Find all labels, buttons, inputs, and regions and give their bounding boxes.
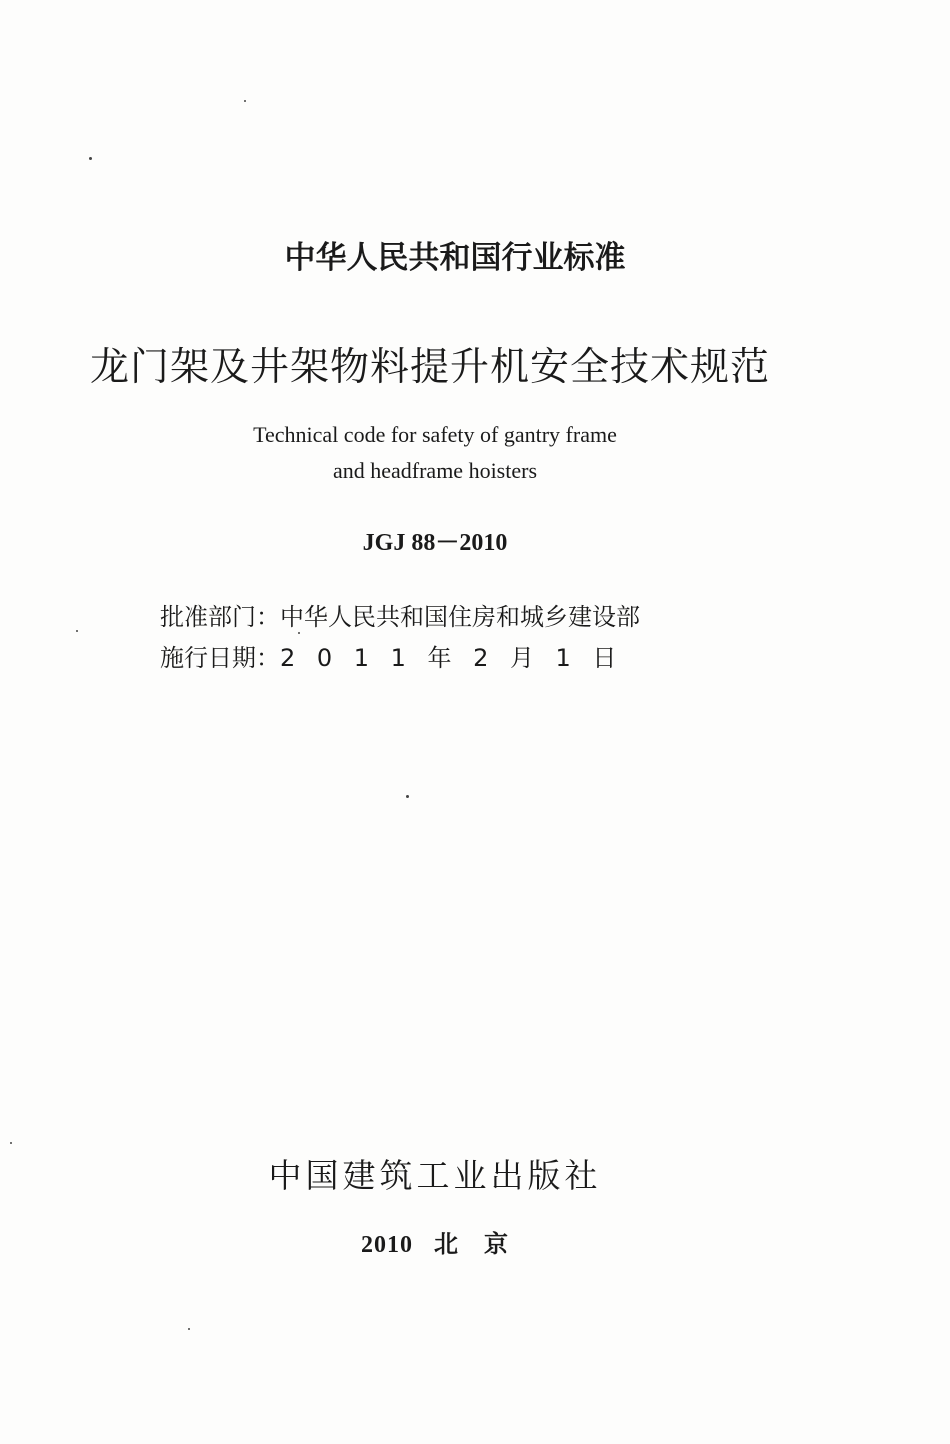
document-title-english-line-1: Technical code for safety of gantry frame (253, 422, 617, 447)
standard-code: JGJ 88－2010 (362, 530, 508, 556)
publication-place-year (0, 1224, 910, 1259)
document-title-english-line-2: and headframe hoisters (332, 458, 538, 483)
standard-header: 中华人民共和国行业标准 (284, 240, 626, 276)
approval-department-value: 中华人民共和国住房和城乡建设部 (280, 603, 640, 631)
publisher-name: 中国建筑工业出版社 (268, 1156, 602, 1195)
effective-date-label: 施行日期： (160, 644, 280, 672)
effective-date-value: 2011年2月1日 (280, 644, 639, 672)
scan-speck (76, 630, 78, 632)
scan-speck (89, 157, 92, 160)
effective-date-row (160, 638, 638, 673)
scan-speck (10, 1142, 12, 1144)
publication-city: 北 京 (434, 1232, 509, 1258)
approval-department-row (160, 597, 640, 632)
publication-year: 2010 (361, 1232, 413, 1258)
scan-speck (298, 632, 300, 634)
scan-speck (244, 100, 246, 102)
scan-speck (188, 1328, 190, 1330)
approval-department-label: 批准部门： (160, 603, 280, 631)
scan-speck (406, 795, 409, 798)
document-title-chinese: 龙门架及井架物料提升机安全技术规范 (90, 345, 771, 390)
